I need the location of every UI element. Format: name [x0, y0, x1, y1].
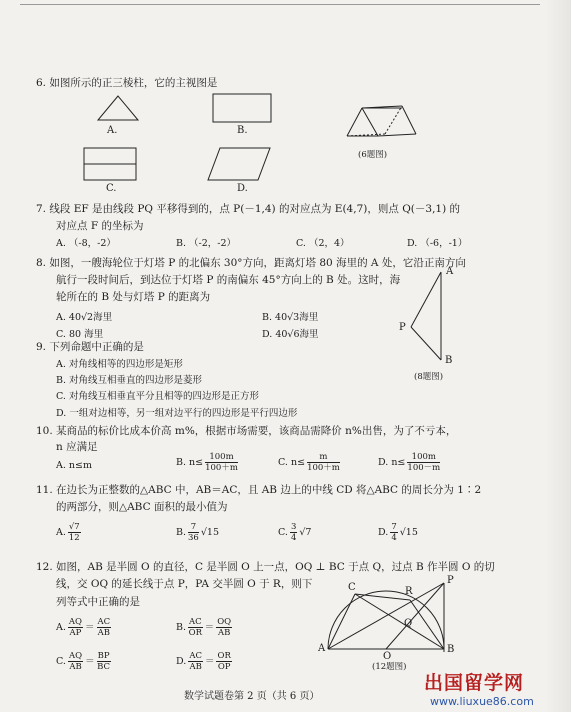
q12-option-b: B. $\frac{AC}{OR}$ ＝ $\frac{OQ}{AB}$ — [176, 617, 232, 638]
q12-point-q: Q — [404, 618, 413, 629]
watermark-logo — [424, 668, 569, 712]
q12-point-r: R — [405, 586, 413, 597]
q7-line1: 7. 线段 EF 是由线段 PQ 平移得到的，点 P(－1,4) 的对应点为 E(4,7)，则点 Q(－3,1) 的 — [36, 203, 461, 215]
q6-caption: (6题图) — [358, 150, 388, 160]
q12-line-op — [386, 583, 444, 649]
q8-line2: 航行一段时间后，到达位于灯塔 P 的南偏东 45°方向上的 B 处。这时，海 — [56, 274, 401, 286]
q11-option-b-fraction: $\frac{7}{36}$ — [188, 522, 199, 543]
q11-option-a-fraction: $\frac{√7}{12}$ — [68, 522, 80, 543]
q6-label-d: D. — [237, 183, 248, 194]
q8-option-a: A. 40√2海里 — [56, 312, 113, 323]
q7-line2: 对应点 F 的坐标为 — [56, 220, 144, 232]
q11-option-b: B. $\frac{7}{36}$ √15 — [176, 522, 219, 543]
q12-point-c: C — [348, 582, 356, 593]
q11-option-c: C. $\frac{3}{4}$ √7 — [278, 522, 312, 543]
q11-option-c-fraction: $\frac{3}{4}$ — [290, 522, 297, 543]
q12-option-a: A. $\frac{AQ}{AP}$ ＝ $\frac{AC}{AB}$ — [56, 617, 111, 638]
q10-line1: 10. 某商品的标价比成本价高 m%，根据市场需要，该商品需降价 n%出售，为了不亏本， — [36, 425, 457, 437]
q11-option-a: A. $\frac{√7}{12}$ — [56, 522, 80, 543]
q6-stem: 6. 如图所示的正三棱柱，它的主视图是 — [36, 77, 218, 89]
q7-option-a: A. （-8，-2） — [56, 238, 116, 249]
q8-point-a: A — [446, 266, 454, 277]
q12-caption: (12题图) — [372, 662, 407, 672]
q12-line-cb — [355, 594, 444, 649]
q8-point-p: P — [399, 322, 406, 333]
q7-option-c: C. （2，4） — [296, 238, 350, 249]
q9-option-b: B. 对角线互相垂直的四边形是菱形 — [56, 375, 203, 386]
q8-caption: (8题图) — [414, 372, 444, 382]
q10-line2: n 应满足 — [56, 441, 98, 453]
q12-line-pa — [328, 583, 444, 649]
q11-line2: 的两部分，则△ABC 面积的最小值为 — [56, 501, 228, 513]
watermark-text: 出国留学网 — [424, 672, 525, 694]
q8-option-b: B. 40√3海里 — [262, 312, 319, 323]
q7-option-b: B. （-2，-2） — [176, 238, 237, 249]
q12-option-d: D. $\frac{AC}{AB}$ ＝ $\frac{OR}{OP}$ — [176, 651, 231, 672]
q10-option-c-label: C. n≤ — [278, 457, 306, 468]
q9-option-c: C. 对角线互相垂直平分且相等的四边形是正方形 — [56, 391, 259, 402]
q12-point-b: B — [447, 644, 455, 655]
q12-line1: 12. 如图，AB 是半圆 O 的直径，C 是半圆 O 上一点，OQ ⊥ BC 于点 Q，过点 B 作半圆 O 的切 — [36, 561, 495, 573]
q6-label-c: C. — [106, 183, 117, 194]
q10-option-b-fraction: $\frac{100m}{100+m}$ — [205, 452, 238, 473]
q10-option-b-label: B. n≤ — [176, 457, 204, 468]
q12-point-a: A — [318, 643, 326, 654]
watermark-url: www.liuxue86.com — [430, 695, 534, 708]
q8-line1: 8. 如图，一艘海轮位于灯塔 P 的北偏东 30°方向，距离灯塔 80 海里的 A 处，它沿正南方向 — [36, 257, 466, 269]
q10-option-a: A. n≤m — [56, 460, 92, 471]
q11-option-d-fraction: $\frac{7}{4}$ — [391, 522, 397, 543]
q10-option-d-label: D. n≤ — [378, 457, 406, 468]
q12-option-c: C. $\frac{AQ}{AB}$ ＝ $\frac{BP}{BC}$ — [56, 651, 111, 672]
q12-point-p: P — [447, 575, 454, 586]
q8-line3: 轮所在的 B 处与灯塔 P 的距离为 — [56, 291, 211, 303]
q11-line1: 11. 在边长为正整数的△ABC 中，AB＝AC，且 AB 边上的中线 CD 将△ABC 的周长分为 1∶2 — [36, 484, 482, 496]
q9-option-a: A. 对角线相等的四边形是矩形 — [56, 359, 183, 370]
q8-option-c: C. 80 海里 — [56, 329, 104, 340]
q10-option-d-fraction: $\frac{100m}{100-m}$ — [407, 452, 441, 473]
q8-option-d: D. 40√6海里 — [262, 329, 319, 340]
q7-option-d: D. （-6，-1） — [407, 238, 468, 249]
q12-line2: 线，交 OQ 的延长线于点 P，PA 交半圆 O 于 R，则下 — [56, 578, 313, 590]
q6-label-b: B. — [237, 125, 248, 136]
q11-option-d: D. $\frac{7}{4}$ √15 — [378, 522, 418, 543]
q9-option-d: D. 一组对边相等，另一组对边平行的四边形是平行四边形 — [56, 408, 298, 419]
q12-point-o: O — [383, 651, 392, 662]
q6-label-a: A. — [107, 125, 118, 136]
q9-stem: 9. 下列命题中正确的是 — [36, 341, 144, 353]
page-footer: 数学试题卷第 2 页（共 6 页） — [184, 691, 320, 702]
q8-point-b: B — [445, 355, 453, 366]
q12-line3: 列等式中正确的是 — [56, 596, 140, 608]
q12-semicircle — [328, 591, 444, 649]
q10-option-c-fraction: $\frac{m}{100+m}$ — [307, 452, 340, 473]
